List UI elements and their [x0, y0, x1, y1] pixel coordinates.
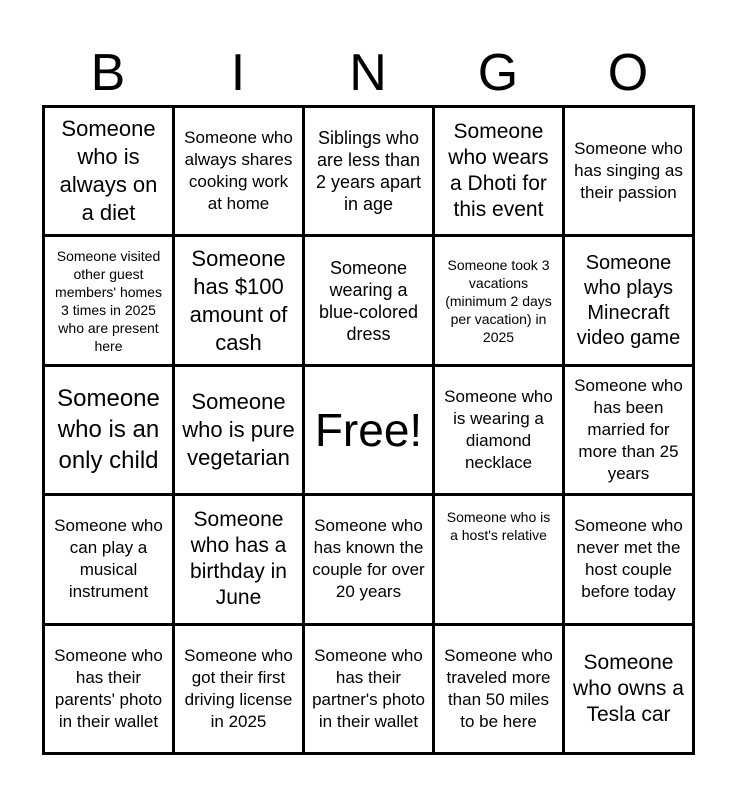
- bingo-cell[interactable]: [565, 237, 695, 366]
- cell-text: Someone who plays Minecraft video game: [576, 251, 681, 349]
- bingo-cell[interactable]: [175, 626, 305, 755]
- bingo-grid: [42, 105, 695, 755]
- free-space-cell[interactable]: [305, 367, 435, 496]
- cell-text: Someone who is always on a diet: [59, 116, 158, 226]
- bingo-cell[interactable]: [305, 237, 435, 366]
- bingo-cell[interactable]: [435, 496, 565, 625]
- bingo-cell[interactable]: [565, 108, 695, 237]
- cell-text: Someone has $100 amount of cash: [189, 245, 288, 355]
- cell-text: Someone who is a host's relative: [446, 509, 551, 544]
- bingo-cell[interactable]: [45, 626, 175, 755]
- cell-text: Someone who wears a Dhoti for this event: [448, 120, 549, 222]
- bingo-cell[interactable]: [565, 496, 695, 625]
- bingo-cell[interactable]: [435, 367, 565, 496]
- cell-text: Someone who never met the host couple before today: [574, 516, 683, 602]
- bingo-cell[interactable]: [305, 108, 435, 237]
- bingo-cell[interactable]: [435, 237, 565, 366]
- bingo-cell[interactable]: [175, 496, 305, 625]
- bingo-cell[interactable]: [435, 108, 565, 237]
- cell-text: Someone who is pure vegetarian: [182, 388, 295, 470]
- cell-text: Someone who has singing as their passion: [574, 139, 683, 203]
- header-letter-i: I: [230, 44, 246, 102]
- cell-text: Someone visited other guest members' homes 3 times in 2025 who are present here: [55, 247, 162, 354]
- cell-text: Someone who got their first driving license in 2025: [184, 645, 293, 731]
- cell-text: Someone who can play a musical instrument: [54, 516, 163, 602]
- bingo-cell[interactable]: [305, 626, 435, 755]
- bingo-cell[interactable]: [45, 367, 175, 496]
- cell-text: Siblings who are less than 2 years apart in age: [315, 128, 422, 215]
- bingo-cell[interactable]: [565, 626, 695, 755]
- bingo-cell[interactable]: [175, 237, 305, 366]
- bingo-cell[interactable]: [175, 367, 305, 496]
- cell-text: Someone who owns a Tesla car: [573, 650, 684, 726]
- cell-text: Someone who is an only child: [57, 385, 160, 475]
- cell-text: Someone who has their partner's photo in their wallet: [312, 645, 425, 731]
- bingo-header: [43, 42, 693, 104]
- cell-text: Someone who has been married for more than 25 years: [574, 375, 683, 483]
- cell-text: Someone who has their parents' photo in their wallet: [54, 645, 163, 731]
- bingo-cell[interactable]: [45, 108, 175, 237]
- cell-text: Someone who is wearing a diamond necklace: [444, 386, 553, 472]
- cell-text: Someone who always shares cooking work at home: [184, 128, 293, 214]
- header-letter-o: O: [607, 44, 649, 102]
- bingo-cell[interactable]: [45, 496, 175, 625]
- header-letter-n: N: [349, 44, 387, 102]
- bingo-cell[interactable]: [175, 108, 305, 237]
- cell-text: Someone who traveled more than 50 miles to be here: [444, 645, 553, 731]
- free-space-text: Free!: [314, 403, 423, 456]
- bingo-cell[interactable]: [305, 496, 435, 625]
- cell-text: Someone who has a birthday in June: [190, 508, 287, 610]
- header-letter-b: B: [90, 44, 126, 102]
- bingo-cell[interactable]: [565, 367, 695, 496]
- header-letter-g: G: [477, 44, 519, 102]
- bingo-cell[interactable]: [435, 626, 565, 755]
- bingo-cell[interactable]: [45, 237, 175, 366]
- cell-text: Someone took 3 vacations (minimum 2 days per vacation) in 2025: [445, 256, 552, 345]
- cell-text: Someone wearing a blue-colored dress: [318, 257, 419, 344]
- cell-text: Someone who has known the couple for over 20 years: [312, 516, 425, 602]
